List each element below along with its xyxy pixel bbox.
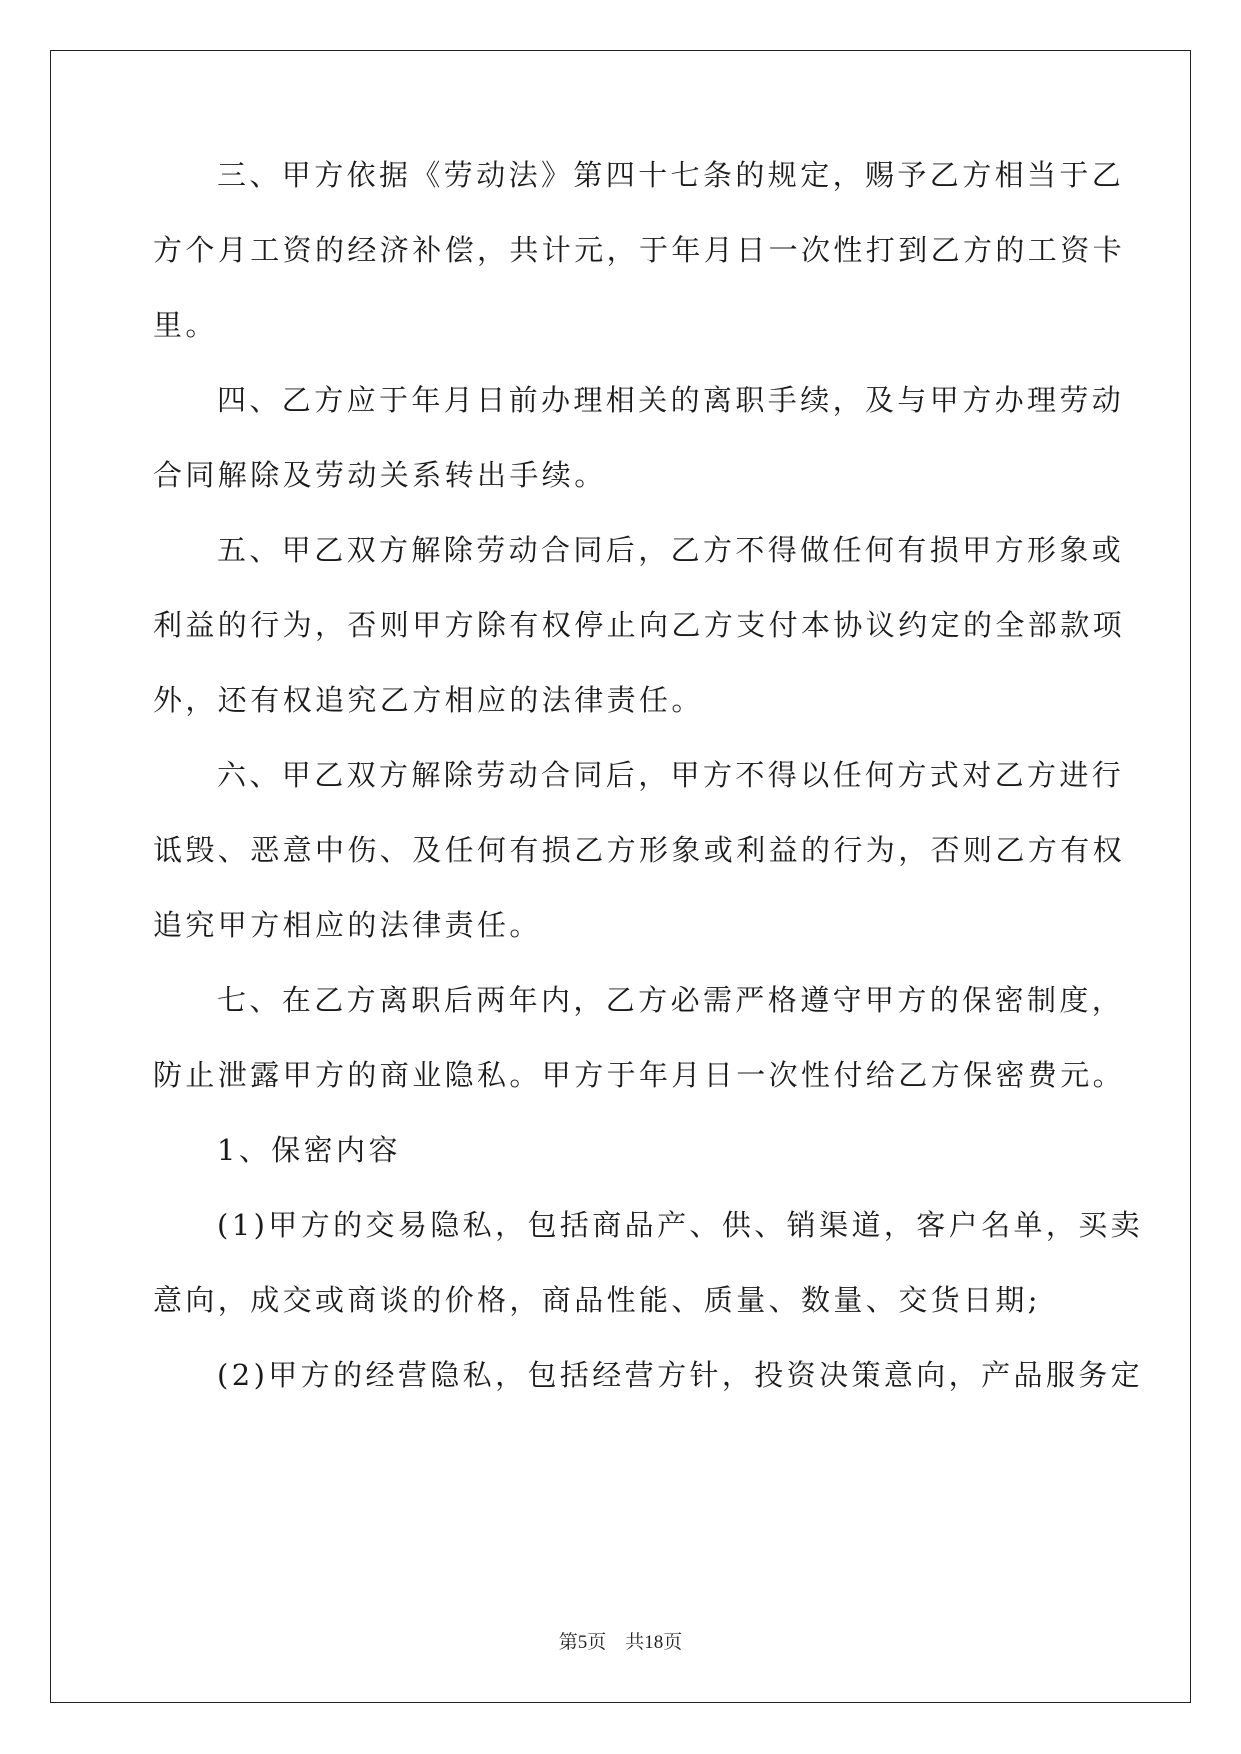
paragraph-5-line-2: 利益的行为，否则甲方除有权停止向乙方支付本协议约定的全部款项: [153, 608, 1126, 642]
paragraph-6-line-2: 诋毁、恶意中伤、及任何有损乙方形象或利益的行为，否则乙方有权: [153, 833, 1126, 867]
section-heading-confidentiality: 1、保密内容: [217, 1133, 401, 1167]
paragraph-3-line-1: 三、甲方依据《劳动法》第四十七条的规定，赐予乙方相当于乙: [217, 158, 1125, 192]
item-2-line-1: (2)甲方的经营隐私，包括经营方针，投资决策意向，产品服务定: [217, 1358, 1144, 1392]
page-footer: [0, 1627, 1241, 1654]
item-1-line-1: (1)甲方的交易隐私，包括商品产、供、销渠道，客户名单，买卖: [217, 1208, 1144, 1242]
paragraph-7-line-2: 防止泄露甲方的商业隐私。甲方于年月日一次性付给乙方保密费元。: [153, 1058, 1126, 1092]
paragraph-3-line-2: 方个月工资的经济补偿，共计元，于年月日一次性打到乙方的工资卡: [153, 233, 1126, 267]
page-number: 第5页: [558, 1632, 607, 1653]
page-total: 共18页: [625, 1632, 683, 1653]
paragraph-6-line-3: 追究甲方相应的法律责任。: [153, 908, 542, 942]
page-border: [50, 50, 1191, 1703]
item-1-line-2: 意向，成交或商谈的价格，商品性能、质量、数量、交货日期;: [153, 1283, 1041, 1317]
paragraph-3-line-3: 里。: [153, 308, 218, 342]
paragraph-4-line-1: 四、乙方应于年月日前办理相关的离职手续，及与甲方办理劳动: [217, 383, 1125, 417]
paragraph-5-line-3: 外，还有权追究乙方相应的法律责任。: [153, 683, 704, 717]
paragraph-6-line-1: 六、甲乙双方解除劳动合同后，甲方不得以任何方式对乙方进行: [217, 758, 1125, 792]
paragraph-7-line-1: 七、在乙方离职后两年内，乙方必需严格遵守甲方的保密制度，: [217, 983, 1125, 1017]
paragraph-5-line-1: 五、甲乙双方解除劳动合同后，乙方不得做任何有损甲方形象或: [217, 533, 1125, 567]
paragraph-4-line-2: 合同解除及劳动关系转出手续。: [153, 458, 607, 492]
